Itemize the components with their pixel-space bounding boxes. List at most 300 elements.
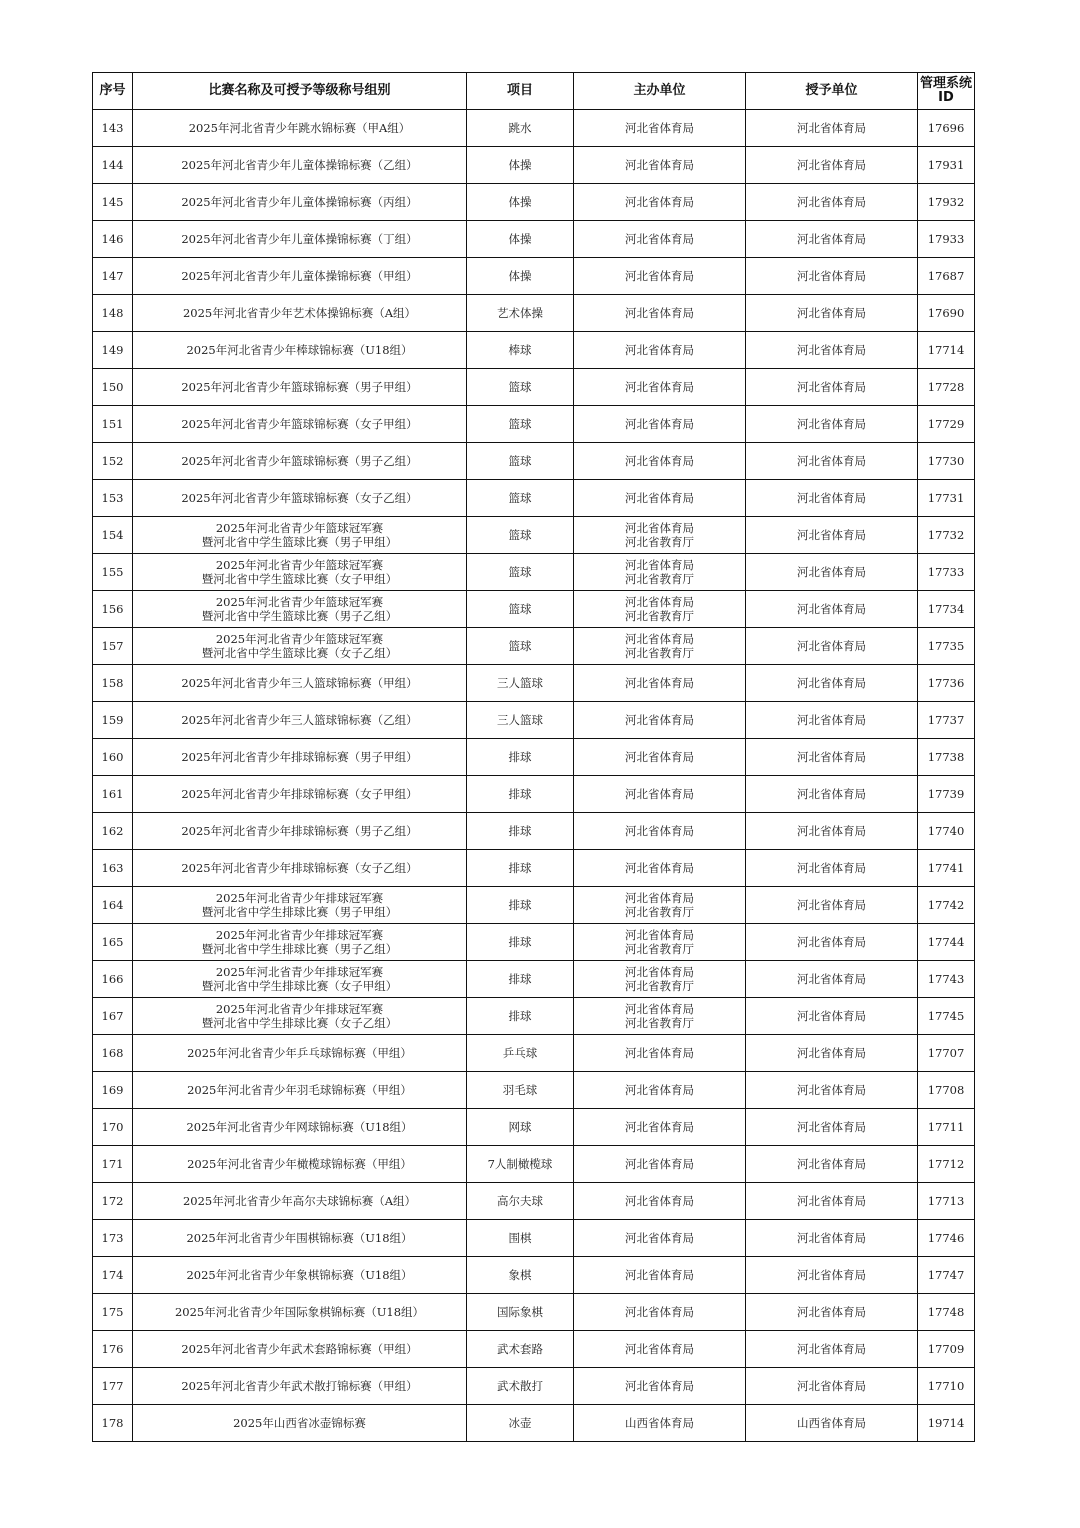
host-unit-line: 河北省体育局 [625, 1083, 694, 1097]
table-row [93, 887, 975, 924]
table-row [93, 147, 975, 184]
competition-name [133, 517, 467, 554]
granting-unit: 河北省体育局 [746, 406, 918, 443]
granting-unit: 河北省体育局 [746, 887, 918, 924]
granting-unit: 河北省体育局 [746, 739, 918, 776]
competition-name [133, 443, 467, 480]
competition-name-line: 2025年河北省青少年三人篮球锦标赛（乙组） [181, 713, 418, 727]
row-index: 157 [93, 628, 133, 665]
row-index: 156 [93, 591, 133, 628]
granting-unit: 河北省体育局 [746, 1257, 918, 1294]
competition-name-line: 2025年河北省青少年儿童体操锦标赛（甲组） [181, 269, 418, 283]
granting-unit: 河北省体育局 [746, 1072, 918, 1109]
competition-name-line: 2025年河北省青少年篮球冠军赛 [215, 632, 384, 646]
host-unit [574, 184, 746, 221]
competition-name-line: 暨河北省中学生排球比赛（男子甲组） [201, 905, 398, 919]
competition-table [92, 72, 975, 1442]
competition-name-line: 2025年河北省青少年儿童体操锦标赛（乙组） [181, 158, 418, 172]
sport: 乒乓球 [467, 1035, 574, 1072]
competition-name-line: 2025年河北省青少年高尔夫球锦标赛（A组） [182, 1194, 417, 1208]
competition-name-line: 2025年河北省青少年篮球锦标赛（女子甲组） [181, 417, 418, 431]
granting-unit: 河北省体育局 [746, 221, 918, 258]
host-unit [574, 554, 746, 591]
system-id: 17709 [918, 1331, 975, 1368]
host-unit-line: 河北省体育局 [625, 491, 694, 505]
host-unit-line: 河北省体育局 [625, 306, 694, 320]
row-index: 162 [93, 813, 133, 850]
competition-name-line: 2025年河北省青少年橄榄球锦标赛（甲组） [187, 1157, 412, 1171]
granting-unit: 河北省体育局 [746, 1368, 918, 1405]
host-unit [574, 628, 746, 665]
host-unit [574, 1294, 746, 1331]
granting-unit: 河北省体育局 [746, 998, 918, 1035]
granting-unit: 河北省体育局 [746, 628, 918, 665]
competition-name [133, 295, 467, 332]
host-unit [574, 443, 746, 480]
header-competition-name: 比赛名称及可授予等级称号组别 [133, 73, 467, 110]
competition-name [133, 1109, 467, 1146]
granting-unit: 河北省体育局 [746, 480, 918, 517]
granting-unit: 河北省体育局 [746, 369, 918, 406]
sport: 体操 [467, 147, 574, 184]
system-id: 17729 [918, 406, 975, 443]
host-unit-line: 河北省教育厅 [625, 942, 694, 956]
host-unit [574, 1072, 746, 1109]
competition-name [133, 332, 467, 369]
row-index: 154 [93, 517, 133, 554]
table-row [93, 591, 975, 628]
host-unit-line: 河北省体育局 [625, 632, 694, 646]
system-id: 17732 [918, 517, 975, 554]
row-index: 158 [93, 665, 133, 702]
competition-name [133, 998, 467, 1035]
row-index: 161 [93, 776, 133, 813]
competition-name [133, 110, 467, 147]
system-id: 17687 [918, 258, 975, 295]
table-row [93, 850, 975, 887]
granting-unit: 河北省体育局 [746, 184, 918, 221]
competition-name-line: 2025年河北省青少年象棋锦标赛（U18组） [186, 1268, 413, 1282]
granting-unit: 河北省体育局 [746, 702, 918, 739]
table-row [93, 184, 975, 221]
competition-name-line: 2025年河北省青少年武术套路锦标赛（甲组） [181, 1342, 418, 1356]
table-row [93, 1035, 975, 1072]
host-unit [574, 1405, 746, 1442]
system-id: 17731 [918, 480, 975, 517]
host-unit [574, 1183, 746, 1220]
host-unit-line: 河北省教育厅 [625, 905, 694, 919]
host-unit [574, 702, 746, 739]
row-index: 143 [93, 110, 133, 147]
row-index: 148 [93, 295, 133, 332]
granting-unit: 河北省体育局 [746, 295, 918, 332]
competition-name [133, 258, 467, 295]
host-unit [574, 776, 746, 813]
sport: 棒球 [467, 332, 574, 369]
host-unit [574, 258, 746, 295]
granting-unit: 河北省体育局 [746, 110, 918, 147]
competition-name-line: 暨河北省中学生排球比赛（女子乙组） [201, 1016, 398, 1030]
system-id: 17744 [918, 924, 975, 961]
host-unit [574, 998, 746, 1035]
competition-name-line: 2025年河北省青少年儿童体操锦标赛（丁组） [181, 232, 418, 246]
competition-name-line: 2025年河北省青少年网球锦标赛（U18组） [186, 1120, 413, 1134]
sport: 排球 [467, 776, 574, 813]
granting-unit: 河北省体育局 [746, 554, 918, 591]
host-unit-line: 河北省体育局 [625, 195, 694, 209]
sport: 跳水 [467, 110, 574, 147]
header-index: 序号 [93, 73, 133, 110]
system-id: 17743 [918, 961, 975, 998]
system-id: 17708 [918, 1072, 975, 1109]
host-unit [574, 147, 746, 184]
sport: 冰壶 [467, 1405, 574, 1442]
granting-unit: 河北省体育局 [746, 591, 918, 628]
system-id: 17746 [918, 1220, 975, 1257]
competition-name [133, 628, 467, 665]
host-unit-line: 河北省体育局 [625, 1002, 694, 1016]
system-id: 17696 [918, 110, 975, 147]
host-unit-line: 河北省体育局 [625, 521, 694, 535]
host-unit-line: 河北省体育局 [625, 713, 694, 727]
host-unit-line: 河北省体育局 [625, 1120, 694, 1134]
table-row [93, 998, 975, 1035]
host-unit [574, 332, 746, 369]
competition-name [133, 961, 467, 998]
system-id: 17747 [918, 1257, 975, 1294]
host-unit-line: 河北省体育局 [625, 1194, 694, 1208]
sport: 三人篮球 [467, 702, 574, 739]
competition-name-line: 2025年河北省青少年排球锦标赛（男子甲组） [181, 750, 418, 764]
host-unit-line: 河北省教育厅 [625, 535, 694, 549]
competition-name [133, 850, 467, 887]
sport: 国际象棋 [467, 1294, 574, 1331]
system-id: 17690 [918, 295, 975, 332]
row-index: 175 [93, 1294, 133, 1331]
granting-unit: 山西省体育局 [746, 1405, 918, 1442]
competition-name [133, 554, 467, 591]
table-row [93, 517, 975, 554]
competition-name-line: 2025年河北省青少年排球锦标赛（女子乙组） [181, 861, 418, 875]
competition-name [133, 924, 467, 961]
sport: 排球 [467, 924, 574, 961]
system-id: 17738 [918, 739, 975, 776]
competition-name-line: 暨河北省中学生排球比赛（男子乙组） [201, 942, 398, 956]
table-row [93, 1294, 975, 1331]
table-row [93, 1368, 975, 1405]
competition-name-line: 2025年河北省青少年跳水锦标赛（甲A组） [188, 121, 411, 135]
host-unit [574, 1368, 746, 1405]
competition-name-line: 2025年河北省青少年排球锦标赛（男子乙组） [181, 824, 418, 838]
system-id: 17737 [918, 702, 975, 739]
row-index: 174 [93, 1257, 133, 1294]
row-index: 150 [93, 369, 133, 406]
host-unit-line: 河北省体育局 [625, 158, 694, 172]
sport: 体操 [467, 184, 574, 221]
competition-name [133, 739, 467, 776]
host-unit-line: 河北省教育厅 [625, 979, 694, 993]
host-unit [574, 406, 746, 443]
host-unit [574, 961, 746, 998]
table-row [93, 369, 975, 406]
header-host-unit: 主办单位 [574, 73, 746, 110]
host-unit [574, 924, 746, 961]
row-index: 170 [93, 1109, 133, 1146]
competition-name-line: 2025年河北省青少年篮球冠军赛 [215, 558, 384, 572]
row-index: 177 [93, 1368, 133, 1405]
host-unit [574, 1146, 746, 1183]
system-id: 17713 [918, 1183, 975, 1220]
sport: 篮球 [467, 480, 574, 517]
table-row [93, 739, 975, 776]
system-id: 17733 [918, 554, 975, 591]
host-unit-line: 河北省体育局 [625, 1342, 694, 1356]
host-unit-line: 河北省体育局 [625, 454, 694, 468]
granting-unit: 河北省体育局 [746, 443, 918, 480]
row-index: 166 [93, 961, 133, 998]
competition-name-line: 暨河北省中学生篮球比赛（男子甲组） [201, 535, 398, 549]
host-unit [574, 739, 746, 776]
competition-name [133, 813, 467, 850]
system-id: 17739 [918, 776, 975, 813]
row-index: 172 [93, 1183, 133, 1220]
header-sport: 项目 [467, 73, 574, 110]
host-unit-line: 河北省体育局 [625, 1305, 694, 1319]
sport: 体操 [467, 258, 574, 295]
competition-name-line: 2025年河北省青少年围棋锦标赛（U18组） [186, 1231, 413, 1245]
table-row [93, 702, 975, 739]
row-index: 176 [93, 1331, 133, 1368]
competition-name-line: 2025年河北省青少年三人篮球锦标赛（甲组） [181, 676, 418, 690]
sport: 排球 [467, 961, 574, 998]
system-id: 17735 [918, 628, 975, 665]
row-index: 151 [93, 406, 133, 443]
table-row [93, 1331, 975, 1368]
host-unit-line: 河北省体育局 [625, 343, 694, 357]
host-unit-line: 河北省体育局 [625, 1231, 694, 1245]
system-id: 17707 [918, 1035, 975, 1072]
sport: 三人篮球 [467, 665, 574, 702]
sport: 网球 [467, 1109, 574, 1146]
competition-name [133, 1183, 467, 1220]
competition-name-line: 2025年河北省青少年排球冠军赛 [215, 965, 384, 979]
sport: 象棋 [467, 1257, 574, 1294]
host-unit-line: 山西省体育局 [625, 1416, 694, 1430]
granting-unit: 河北省体育局 [746, 850, 918, 887]
granting-unit: 河北省体育局 [746, 961, 918, 998]
sport: 排球 [467, 850, 574, 887]
competition-name-line: 2025年河北省青少年篮球冠军赛 [215, 595, 384, 609]
system-id: 17932 [918, 184, 975, 221]
host-unit-line: 河北省教育厅 [625, 572, 694, 586]
host-unit-line: 河北省体育局 [625, 269, 694, 283]
granting-unit: 河北省体育局 [746, 332, 918, 369]
sport: 篮球 [467, 628, 574, 665]
competition-name [133, 1331, 467, 1368]
host-unit [574, 1109, 746, 1146]
competition-name [133, 1146, 467, 1183]
row-index: 173 [93, 1220, 133, 1257]
row-index: 147 [93, 258, 133, 295]
host-unit-line: 河北省体育局 [625, 965, 694, 979]
competition-name-line: 2025年河北省青少年国际象棋锦标赛（U18组） [174, 1305, 425, 1319]
competition-name-line: 2025年河北省青少年篮球锦标赛（男子乙组） [181, 454, 418, 468]
sport: 篮球 [467, 591, 574, 628]
table-row [93, 221, 975, 258]
system-id: 17730 [918, 443, 975, 480]
host-unit-line: 河北省体育局 [625, 750, 694, 764]
competition-name-line: 暨河北省中学生篮球比赛（男子乙组） [201, 609, 398, 623]
competition-name-line: 2025年河北省青少年篮球锦标赛（男子甲组） [181, 380, 418, 394]
competition-name [133, 1368, 467, 1405]
competition-name [133, 1405, 467, 1442]
granting-unit: 河北省体育局 [746, 1220, 918, 1257]
host-unit-line: 河北省体育局 [625, 928, 694, 942]
granting-unit: 河北省体育局 [746, 258, 918, 295]
competition-name [133, 776, 467, 813]
sport: 艺术体操 [467, 295, 574, 332]
host-unit [574, 1257, 746, 1294]
host-unit [574, 850, 746, 887]
sport: 篮球 [467, 443, 574, 480]
table-row [93, 480, 975, 517]
competition-name [133, 147, 467, 184]
table-row [93, 1146, 975, 1183]
host-unit-line: 河北省体育局 [625, 1046, 694, 1060]
granting-unit: 河北省体育局 [746, 1294, 918, 1331]
table-row [93, 554, 975, 591]
sport: 羽毛球 [467, 1072, 574, 1109]
sport: 7人制橄榄球 [467, 1146, 574, 1183]
sport: 高尔夫球 [467, 1183, 574, 1220]
granting-unit: 河北省体育局 [746, 517, 918, 554]
table-row [93, 110, 975, 147]
granting-unit: 河北省体育局 [746, 1109, 918, 1146]
granting-unit: 河北省体育局 [746, 1146, 918, 1183]
competition-name-line: 2025年河北省青少年篮球锦标赛（女子乙组） [181, 491, 418, 505]
competition-name-line: 暨河北省中学生篮球比赛（女子乙组） [201, 646, 398, 660]
table-row [93, 332, 975, 369]
row-index: 152 [93, 443, 133, 480]
granting-unit: 河北省体育局 [746, 813, 918, 850]
system-id: 17711 [918, 1109, 975, 1146]
host-unit-line: 河北省体育局 [625, 380, 694, 394]
table-row [93, 258, 975, 295]
row-index: 168 [93, 1035, 133, 1072]
host-unit [574, 813, 746, 850]
table-row [93, 406, 975, 443]
table-row [93, 924, 975, 961]
competition-name [133, 369, 467, 406]
row-index: 164 [93, 887, 133, 924]
table-row [93, 1109, 975, 1146]
host-unit-line: 河北省体育局 [625, 232, 694, 246]
competition-name-line: 2025年河北省青少年羽毛球锦标赛（甲组） [187, 1083, 412, 1097]
system-id: 17933 [918, 221, 975, 258]
system-id: 17712 [918, 1146, 975, 1183]
competition-name [133, 887, 467, 924]
sport: 篮球 [467, 369, 574, 406]
host-unit [574, 591, 746, 628]
host-unit-line: 河北省体育局 [625, 558, 694, 572]
system-id: 17741 [918, 850, 975, 887]
host-unit [574, 517, 746, 554]
competition-name [133, 1072, 467, 1109]
host-unit-line: 河北省体育局 [625, 824, 694, 838]
host-unit [574, 1331, 746, 1368]
host-unit-line: 河北省教育厅 [625, 609, 694, 623]
system-id: 17740 [918, 813, 975, 850]
host-unit [574, 665, 746, 702]
competition-name-line: 2025年河北省青少年排球冠军赛 [215, 891, 384, 905]
competition-name [133, 591, 467, 628]
host-unit-line: 河北省体育局 [625, 1157, 694, 1171]
system-id: 17710 [918, 1368, 975, 1405]
sport: 排球 [467, 813, 574, 850]
host-unit-line: 河北省体育局 [625, 787, 694, 801]
sport: 排球 [467, 998, 574, 1035]
competition-name-line: 2025年河北省青少年武术散打锦标赛（甲组） [181, 1379, 418, 1393]
table-row [93, 813, 975, 850]
host-unit-line: 河北省体育局 [625, 595, 694, 609]
table-row [93, 1405, 975, 1442]
host-unit [574, 887, 746, 924]
granting-unit: 河北省体育局 [746, 1183, 918, 1220]
row-index: 169 [93, 1072, 133, 1109]
row-index: 165 [93, 924, 133, 961]
competition-name [133, 1035, 467, 1072]
host-unit [574, 480, 746, 517]
table-row [93, 295, 975, 332]
competition-name-line: 2025年河北省青少年艺术体操锦标赛（A组） [182, 306, 417, 320]
competition-name [133, 221, 467, 258]
sport: 武术套路 [467, 1331, 574, 1368]
row-index: 144 [93, 147, 133, 184]
row-index: 159 [93, 702, 133, 739]
granting-unit: 河北省体育局 [746, 1331, 918, 1368]
host-unit-line: 河北省教育厅 [625, 646, 694, 660]
host-unit [574, 221, 746, 258]
table-row [93, 1257, 975, 1294]
host-unit-line: 河北省体育局 [625, 861, 694, 875]
competition-name-line: 暨河北省中学生篮球比赛（女子甲组） [201, 572, 398, 586]
host-unit-line: 河北省体育局 [625, 1379, 694, 1393]
host-unit [574, 295, 746, 332]
competition-name [133, 1220, 467, 1257]
row-index: 155 [93, 554, 133, 591]
competition-name-line: 2025年河北省青少年乒乓球锦标赛（甲组） [187, 1046, 412, 1060]
system-id: 17714 [918, 332, 975, 369]
table-body [93, 110, 975, 1442]
table-row [93, 443, 975, 480]
host-unit-line: 河北省体育局 [625, 121, 694, 135]
row-index: 153 [93, 480, 133, 517]
competition-name [133, 184, 467, 221]
granting-unit: 河北省体育局 [746, 147, 918, 184]
sport: 篮球 [467, 406, 574, 443]
system-id: 17745 [918, 998, 975, 1035]
host-unit [574, 110, 746, 147]
competition-name-line: 2025年河北省青少年排球冠军赛 [215, 1002, 384, 1016]
competition-name-line: 2025年河北省青少年排球锦标赛（女子甲组） [181, 787, 418, 801]
host-unit [574, 1035, 746, 1072]
competition-name-line: 2025年河北省青少年篮球冠军赛 [215, 521, 384, 535]
row-index: 167 [93, 998, 133, 1035]
table-row [93, 1072, 975, 1109]
header-granting-unit: 授予单位 [746, 73, 918, 110]
header-system-id: 管理系统 ID [918, 73, 975, 110]
table-header-row [93, 73, 975, 110]
